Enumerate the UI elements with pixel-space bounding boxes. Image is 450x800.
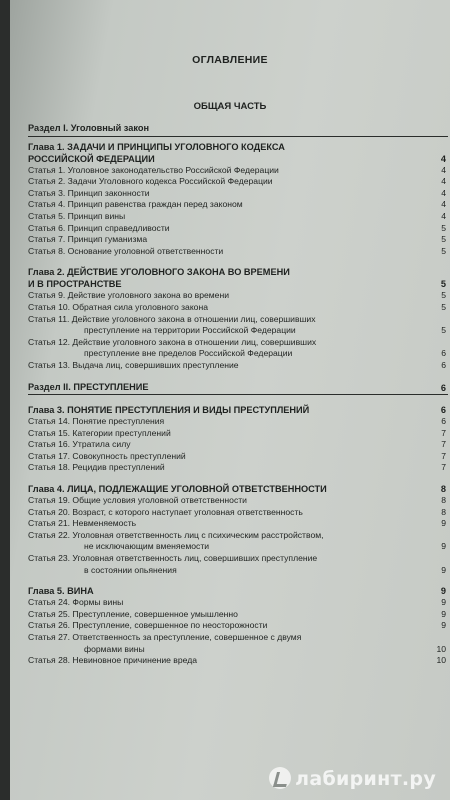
toc-page-number: 8 <box>440 484 446 495</box>
toc-section <box>28 123 448 137</box>
toc-entry-text: Глава 1. ЗАДАЧИ И ПРИНЦИПЫ УГОЛОВНОГО КОДЕКСА <box>28 141 285 152</box>
toc-entry-text: Статья 1. Уголовное законодательство Российской Федерации <box>28 164 279 175</box>
toc-entry-text: Статья 22. Уголовная ответственность лиц с психическим расстройством, <box>28 529 324 540</box>
toc-page-number: 5 <box>441 222 446 233</box>
toc-article <box>28 428 448 440</box>
toc-entry-text-continued: формами вины <box>84 643 145 654</box>
page-title: ОГЛАВЛЕНИЕ <box>192 54 268 66</box>
toc-page-number: 7 <box>441 450 446 461</box>
toc-article <box>28 176 448 188</box>
toc-article <box>28 360 448 372</box>
toc-article <box>28 199 448 211</box>
toc-page-number: 7 <box>441 439 446 450</box>
toc-article <box>28 620 448 632</box>
toc-page-number: 9 <box>441 597 446 608</box>
toc-entry-text: Статья 7. Принцип гуманизма <box>28 234 148 245</box>
toc-article <box>28 507 448 519</box>
toc-page-number: 9 <box>440 586 446 597</box>
toc-entry-text: Статья 4. Принцип равенства граждан перед законом <box>28 199 243 210</box>
toc-article <box>28 495 448 507</box>
toc-entry-text: Статья 23. Уголовная ответственность лиц, совершивших преступление <box>28 553 318 564</box>
toc-page-number: 10 <box>436 643 446 654</box>
toc-entry-text: Статья 9. Действие уголовного закона во времени <box>28 290 230 301</box>
toc-page-number: 5 <box>441 301 446 312</box>
toc-page-number: 4 <box>440 153 446 164</box>
toc-article <box>28 655 448 667</box>
toc-entry-text: Статья 27. Ответственность за преступление, совершенное с двумя <box>28 632 302 642</box>
toc-entry-text: Статья 18. Рецидив преступлений <box>28 462 165 473</box>
toc-entry-text: Глава 4. ЛИЦА, ПОДЛЕЖАЩИЕ УГОЛОВНОЙ ОТВЕТСТВЕННОСТИ <box>28 484 327 495</box>
toc-chapter <box>28 483 448 495</box>
toc-entry-text: Статья 19. Общие условия уголовной ответственности <box>28 495 247 506</box>
toc-article <box>28 165 448 177</box>
toc-page-number: 5 <box>441 234 446 245</box>
toc-entry-text: Статья 28. Невиновное причинение вреда <box>28 655 198 666</box>
toc-entry-text: Статья 10. Обратная сила уголовного закона <box>28 301 208 312</box>
toc-entry-text: Статья 6. Принцип справедливости <box>28 222 170 233</box>
toc-page-number: 6 <box>441 348 446 359</box>
toc-entry-text: Статья 5. Принцип вины <box>28 210 126 221</box>
toc-page-number: 9 <box>441 564 446 575</box>
toc-page-number: 6 <box>441 359 446 370</box>
toc-article <box>28 597 448 609</box>
toc-entry-text-continued: в состоянии опьянения <box>84 564 177 575</box>
toc-entry-text: Статья 3. Принцип законности <box>28 187 150 198</box>
toc-entry-text: Статья 26. Преступление, совершенное по неосторожности <box>28 620 268 631</box>
toc-entry-text-continued: РОССИЙСКОЙ ФЕДЕРАЦИИ <box>28 153 155 164</box>
toc-entry-text: Статья 12. Действие уголовного закона в отношении лиц, совершивших <box>28 336 317 347</box>
toc-article <box>28 632 448 655</box>
toc-chapter <box>28 266 448 290</box>
toc-chapter <box>28 585 448 597</box>
toc-article <box>28 234 448 246</box>
toc-article <box>28 530 448 553</box>
toc-entry-text: Статья 17. Совокупность преступлений <box>28 450 186 461</box>
toc-page-number: 4 <box>441 164 446 175</box>
toc-page-number: 5 <box>441 325 446 336</box>
toc-article <box>28 246 448 258</box>
toc-article <box>28 439 448 451</box>
toc-page-number: 7 <box>441 427 446 438</box>
toc-entry-text: Глава 3. ПОНЯТИЕ ПРЕСТУПЛЕНИЯ И ВИДЫ ПРЕСТУПЛЕНИЙ <box>28 405 310 416</box>
watermark-text: лабиринт.ру <box>295 768 436 790</box>
toc-entry-text-continued: И В ПРОСТРАНСТВЕ <box>28 279 122 290</box>
part-title: ОБЩАЯ ЧАСТЬ <box>193 101 267 112</box>
toc-article <box>28 314 448 337</box>
toc-article <box>28 451 448 463</box>
toc-page-number: 4 <box>441 176 446 187</box>
toc-entry-text-continued: не исключающим вменяемости <box>84 541 210 552</box>
toc-entry-text: Статья 11. Действие уголовного закона в отношении лиц, совершивших <box>28 313 316 324</box>
labirint-logo-icon <box>269 767 291 789</box>
toc-page-number: 8 <box>441 495 446 506</box>
toc-article <box>28 518 448 530</box>
toc-page-number: 9 <box>441 620 446 631</box>
toc-entry-text: Статья 14. Понятие преступления <box>28 416 165 427</box>
toc-article <box>28 290 448 302</box>
toc-article <box>28 462 448 474</box>
toc-entry-text: Статья 24. Формы вины <box>28 597 124 608</box>
toc-entry-text: Глава 5. ВИНА <box>28 586 94 597</box>
toc-page-number: 5 <box>441 245 446 256</box>
toc-article <box>28 609 448 621</box>
book-page <box>10 0 450 800</box>
watermark <box>269 767 436 790</box>
toc-article <box>28 416 448 428</box>
toc-article <box>28 223 448 235</box>
toc-article <box>28 337 448 360</box>
toc-page-number: 6 <box>440 405 446 416</box>
toc-page-number: 4 <box>441 210 446 221</box>
toc-entry-text: Глава 2. ДЕЙСТВИЕ УГОЛОВНОГО ЗАКОНА ВО ВРЕМЕНИ <box>28 267 290 278</box>
toc-article <box>28 188 448 200</box>
toc-section <box>28 382 448 396</box>
toc-entry-text: Статья 15. Категории преступлений <box>28 427 171 438</box>
toc-entry-text: Статья 20. Возраст, с которого наступает уголовная ответственность <box>28 506 303 517</box>
toc-article <box>28 553 448 576</box>
toc-article <box>28 302 448 314</box>
toc-page-number: 8 <box>441 506 446 517</box>
toc-page-number: 10 <box>436 655 446 666</box>
toc-entry-text-continued: преступление вне пределов Российской Федерации <box>84 348 293 359</box>
toc-page-number: 9 <box>441 541 446 552</box>
toc-page-number: 7 <box>441 462 446 473</box>
toc-entry-text: Статья 25. Преступление, совершенное умышленно <box>28 608 238 619</box>
toc-page-number: 9 <box>441 518 446 529</box>
toc-entry-text: Раздел II. ПРЕСТУПЛЕНИЕ <box>28 381 149 392</box>
toc-page-number: 4 <box>441 199 446 210</box>
toc-chapter <box>28 141 448 165</box>
toc-entry-text-continued: преступление на территории Российской Федерации <box>84 325 296 336</box>
toc-entry-text: Статья 16. Утратила силу <box>28 439 131 450</box>
toc-entry-text: Статья 21. Невменяемость <box>28 518 137 529</box>
toc-page-number: 5 <box>441 290 446 301</box>
toc-page-number: 6 <box>441 416 446 427</box>
toc-chapter <box>28 404 448 416</box>
toc-page-number: 4 <box>441 187 446 198</box>
toc-page-number: 9 <box>441 608 446 619</box>
table-of-contents <box>28 121 448 667</box>
toc-entry-text: Статья 8. Основание уголовной ответственности <box>28 245 224 256</box>
toc-article <box>28 211 448 223</box>
toc-entry-text: Статья 2. Задачи Уголовного кодекса Российской Федерации <box>28 176 273 187</box>
toc-page-number: 5 <box>440 279 446 290</box>
toc-page-number: 6 <box>440 382 446 393</box>
toc-entry-text: Статья 13. Выдача лиц, совершивших преступление <box>28 359 239 370</box>
toc-entry-text: Раздел I. Уголовный закон <box>28 123 150 133</box>
